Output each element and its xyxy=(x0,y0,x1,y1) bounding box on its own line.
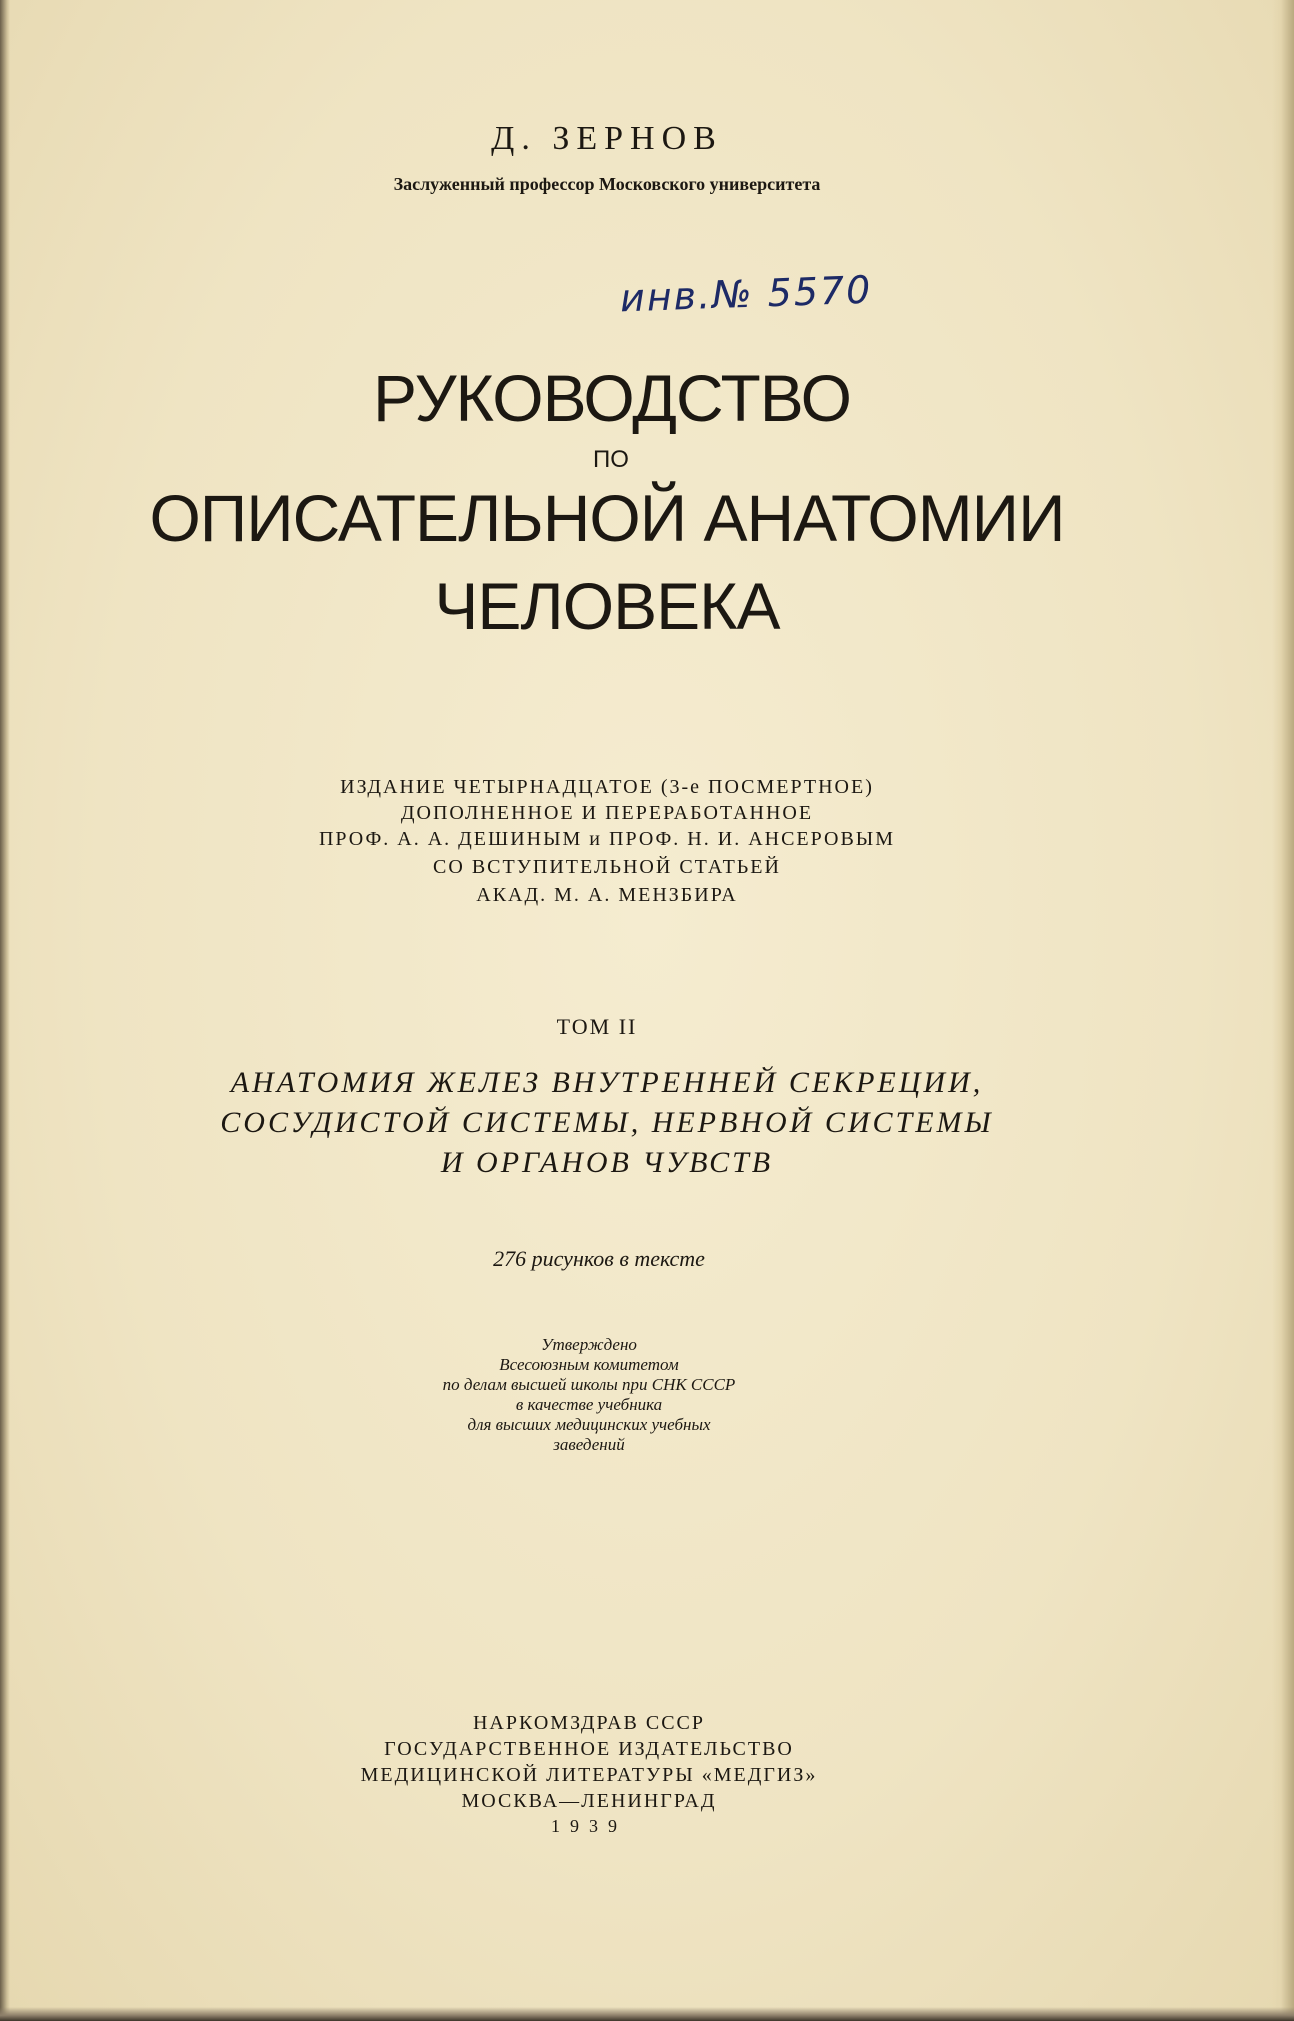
approval-line-4: в качестве учебника xyxy=(515,1395,663,1414)
subtitle-line-2: СОСУДИСТОЙ СИСТЕМЫ, НЕРВНОЙ СИСТЕМЫ xyxy=(220,1106,994,1139)
edition-line-1: ИЗДАНИЕ ЧЕТЫРНАДЦАТОЕ (3-е ПОСМЕРТНОЕ) xyxy=(340,776,874,798)
edition-line-2: ДОПОЛНЕННОЕ И ПЕРЕРАБОТАННОЕ xyxy=(400,802,814,824)
book-title-line-4: ЧЕЛОВЕКА xyxy=(434,569,780,643)
page-edge-right xyxy=(1272,0,1294,2021)
edition-line-3: ПРОФ. А. А. ДЕШИНЫМ и ПРОФ. Н. И. АНСЕРОВЫМ xyxy=(318,828,896,850)
book-title-line-3: ОПИСАТЕЛЬНОЙ АНАТОМИИ xyxy=(149,481,1065,555)
author-title: Заслуженный профессор Московского университета xyxy=(393,174,821,194)
subtitle-line-1: АНАТОМИЯ ЖЕЛЕЗ ВНУТРЕННЕЙ СЕКРЕЦИИ, xyxy=(230,1066,984,1099)
approval-line-2: Всесоюзным комитетом xyxy=(499,1355,679,1374)
approval-line-6: заведений xyxy=(553,1435,625,1454)
page-edge-bottom xyxy=(0,2007,1294,2021)
edition-line-5: АКАД. М. А. МЕНЗБИРА xyxy=(476,884,738,906)
publisher-line-1: НАРКОМЗДРАВ СССР xyxy=(472,1712,705,1734)
publisher-line-2: ГОСУДАРСТВЕННОЕ ИЗДАТЕЛЬСТВО xyxy=(384,1738,794,1760)
edition-line-4: СО ВСТУПИТЕЛЬНОЙ СТАТЬЕЙ xyxy=(433,856,781,878)
book-title-line-2: ПО xyxy=(593,446,629,473)
approval-line-1: Утверждено xyxy=(541,1335,637,1354)
author-name: Д. ЗЕРНОВ xyxy=(491,120,723,157)
subtitle-line-3: И ОРГАНОВ ЧУВСТВ xyxy=(440,1146,774,1179)
handwritten-inventory-note: инв.№ 5570 xyxy=(619,267,874,321)
publisher-city: МОСКВА—ЛЕНИНГРАД xyxy=(461,1790,717,1812)
publication-year: 1939 xyxy=(551,1816,627,1836)
book-title-line-1: РУКОВОДСТВО xyxy=(373,361,851,435)
figures-count: 276 рисунков в тексте xyxy=(493,1246,705,1271)
approval-line-5: для высших медицинских учебных xyxy=(467,1415,711,1434)
approval-line-3: по делам высшей школы при СНК СССР xyxy=(442,1375,736,1394)
publisher-line-3: МЕДИЦИНСКОЙ ЛИТЕРАТУРЫ «МЕДГИЗ» xyxy=(360,1764,818,1786)
volume-label: ТОМ II xyxy=(556,1014,638,1039)
